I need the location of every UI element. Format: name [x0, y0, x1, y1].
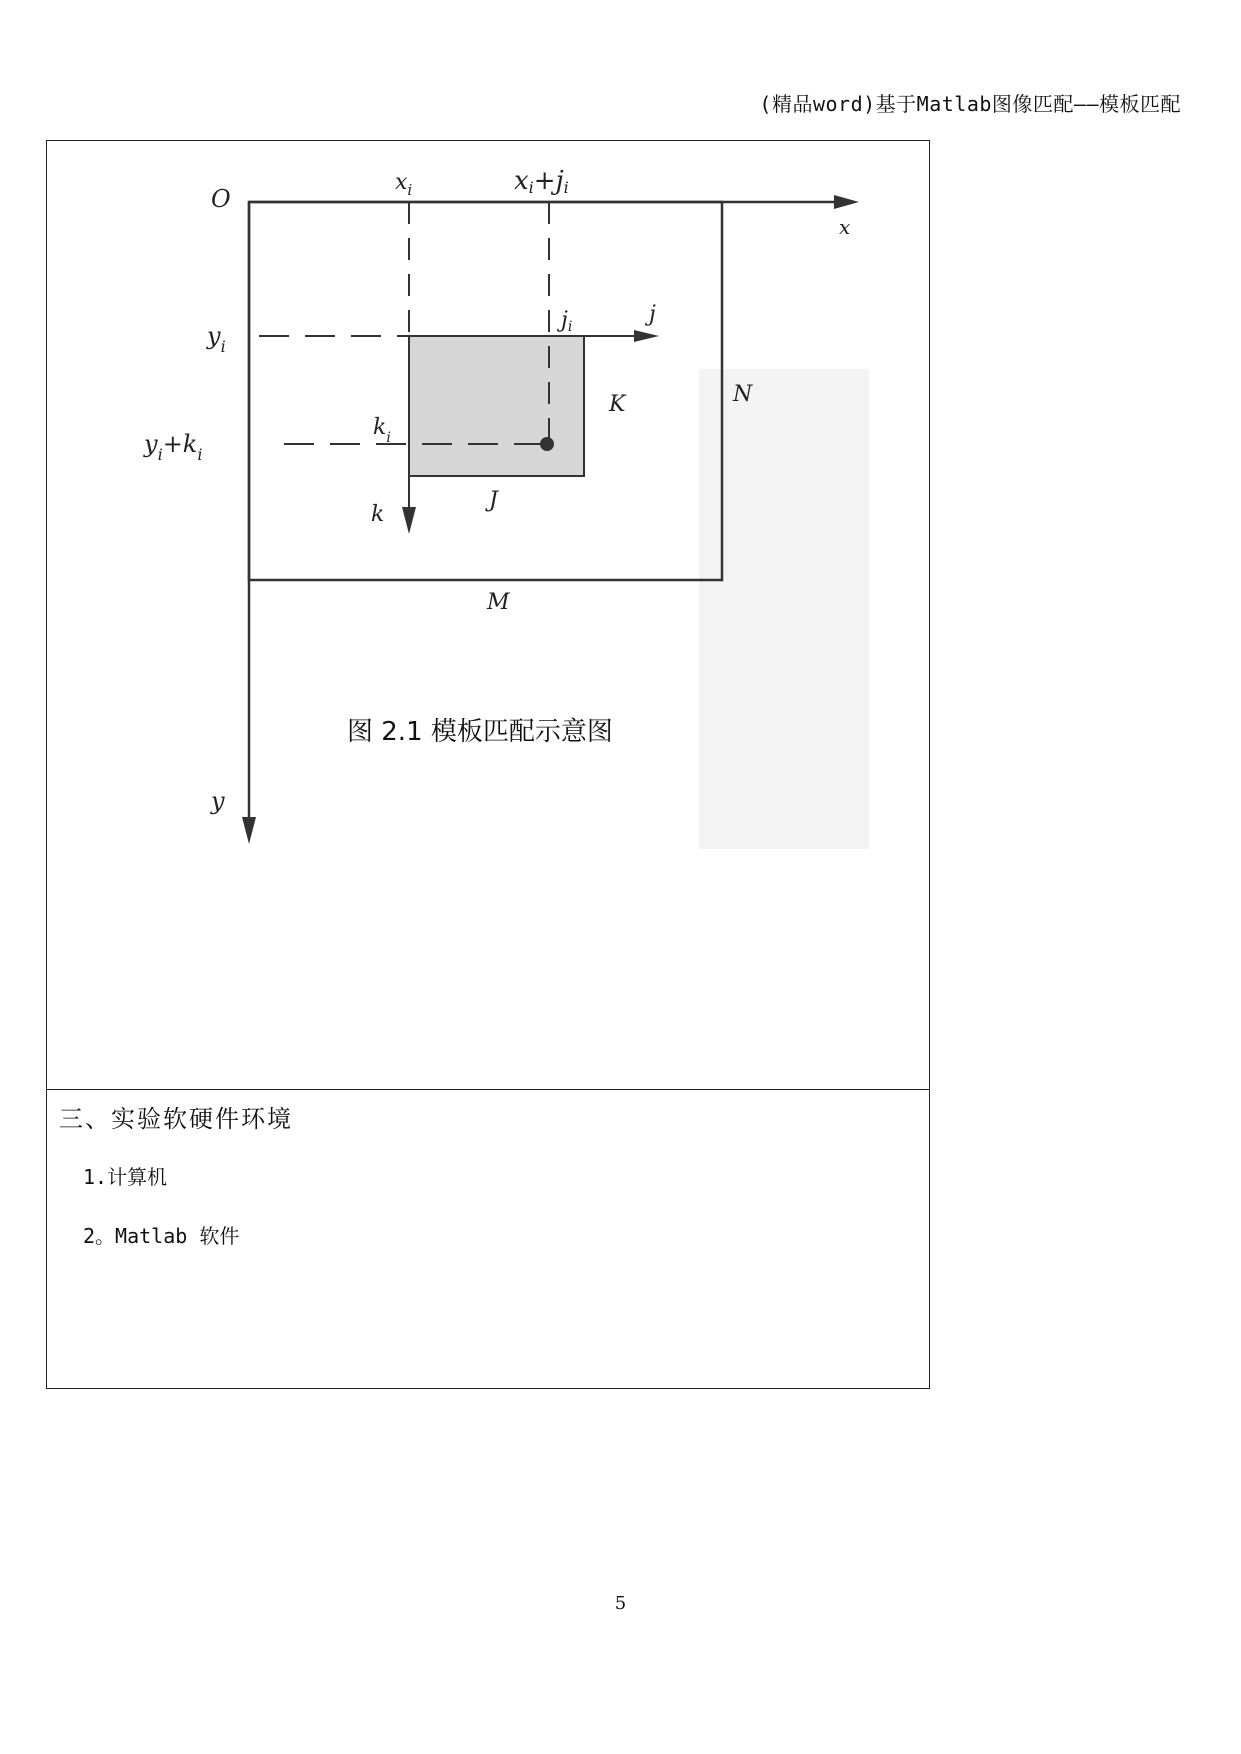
K-label: K — [609, 392, 626, 417]
match-point — [540, 437, 554, 451]
ki-label: $k_i$ — [373, 415, 391, 446]
x-axis-label: x — [839, 215, 851, 239]
xi-label: $x_i$ — [395, 170, 413, 199]
k-axis-arrowhead — [402, 507, 416, 534]
template-rect — [409, 336, 584, 476]
figure-caption: 图 2.1 模板匹配示意图 — [347, 717, 613, 747]
J-label: J — [489, 488, 498, 513]
content-table — [46, 140, 930, 1389]
document-header: (精品word)基于Matlab图像匹配——模板匹配 — [759, 92, 1181, 116]
N-label: N — [733, 382, 753, 407]
table-divider — [47, 1089, 929, 1090]
list-item: 2。Matlab 软件 — [83, 1224, 240, 1248]
j-axis-arrowhead — [634, 330, 659, 342]
section-title: 三、实验软硬件环境 — [59, 1105, 293, 1133]
origin-label: O — [211, 185, 231, 213]
y-axis-arrowhead — [242, 817, 256, 844]
scan-shadow — [699, 369, 869, 849]
y-axis-label: y — [211, 787, 225, 815]
j-axis-label: j — [649, 302, 656, 327]
ji-label: ji — [561, 308, 573, 335]
list-item: 1.计算机 — [83, 1165, 168, 1189]
M-label: M — [487, 590, 510, 615]
yi-plus-ki-label: $y_i+k_i$ — [144, 430, 203, 464]
xi-plus-ji-label: xi+ji — [514, 166, 569, 197]
page-number: 5 — [614, 1593, 627, 1614]
yi-label: $y_i$ — [207, 322, 226, 356]
x-axis-arrowhead — [834, 195, 859, 209]
k-axis-label: k — [371, 502, 385, 527]
